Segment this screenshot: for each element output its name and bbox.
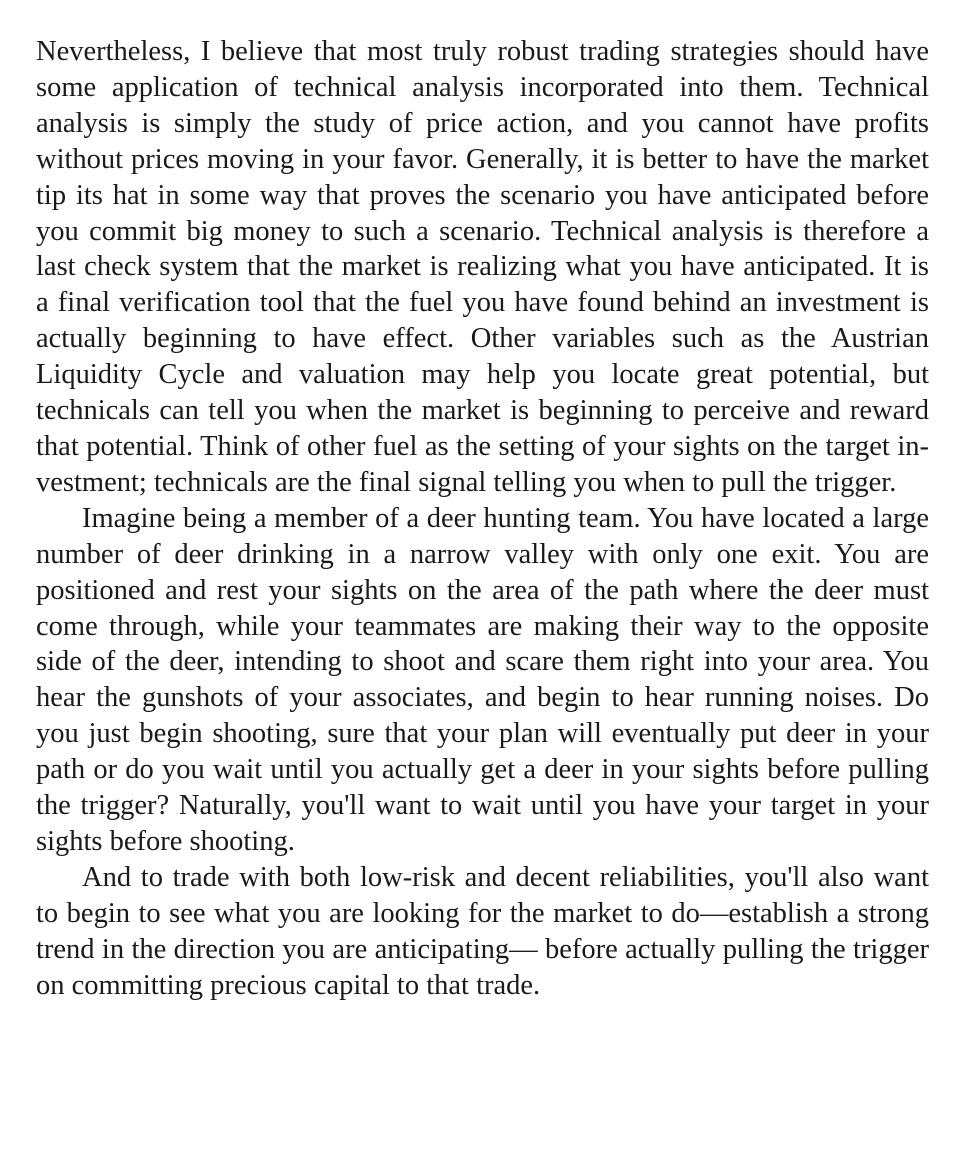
paragraph-deer-hunting: Imagine being a member of a deer hunting team. You have located a large number of deer drinking in a narrow valley with only one exit. You are positioned and rest your sights on the area of the path where the deer must come through, while your teammates are making their way to the opposite side of the deer, intending to shoot and scare them right into your area. You hear the gunshots of your associates, and begin to hear running noises. Do you just begin shooting, sure that your plan will eventually put deer in your path or do you wait until you actually get a deer in your sights before pulling the trigger? Naturally, you'll want to wait until you have your target in your sights before shooting. [36, 502, 929, 857]
paragraph-technical-analysis: Nevertheless, I believe that most truly robust trading strategies should have some application of technical analysis incorporated into them. Technical analysis is simply the study of price action, and you cannot have profits without prices moving in your favor. Generally, it is better to have the market tip its hat in some way that proves the scenario you have anticipated before you commit big money to such a scenario. Technical analysis is therefore a last check system that the market is realizing what you have anticipated. It is a final verification tool that the fuel you have found behind an investment is actually beginning to have effect. Other variables such as the Austrian Liquidity Cycle and valuation may help you locate great potential, but technicals can tell you when the market is beginning to perceive and reward that potential. Think of other fuel as the setting of your sights on the target investment; technicals are the final signal telling you when to pull the trigger. [36, 36, 929, 498]
paragraph-trade-reliability: And to trade with both low-risk and decent reliabilities, you'll also want to begin to see what you are looking for the market to do—establish a strong trend in the direction you are anticipating— before actually pulling the trigger on committing precious capital to that trade. [36, 861, 929, 1001]
